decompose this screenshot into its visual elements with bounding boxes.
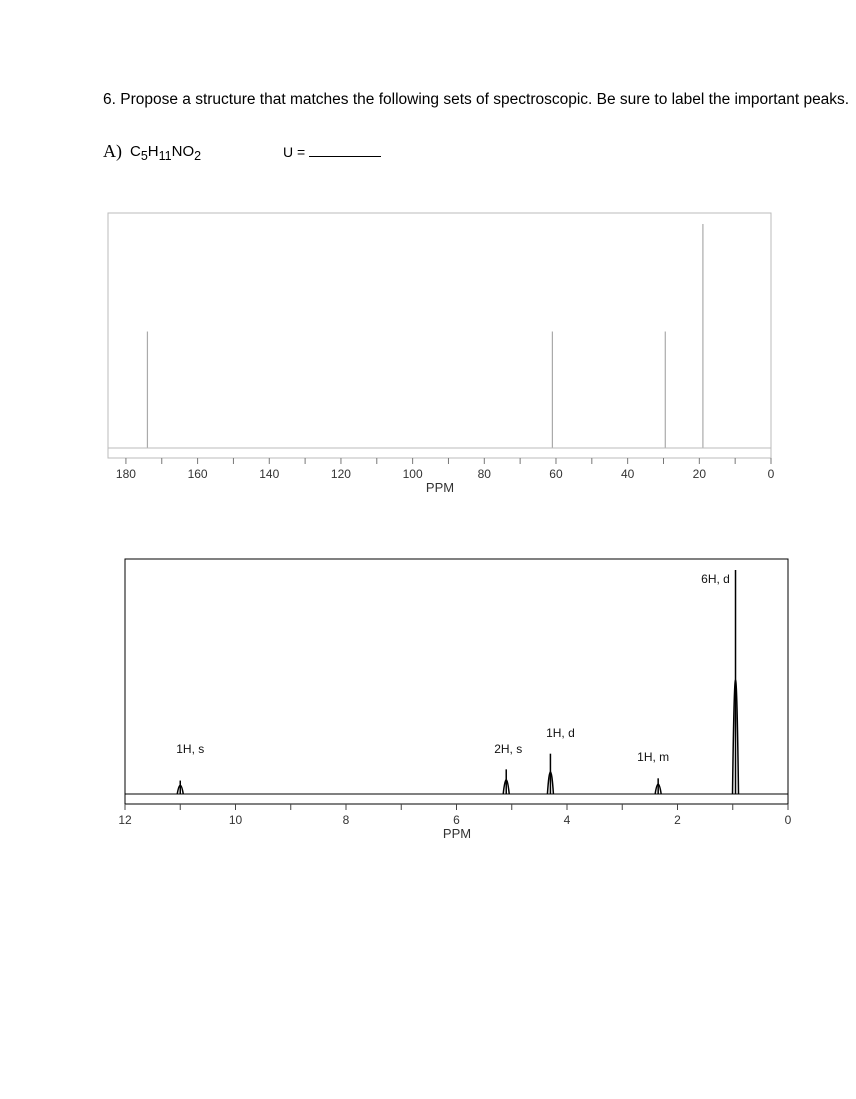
h1-tick-label: 12 (118, 813, 132, 827)
h1-ticks (118, 804, 791, 827)
question-text: 6. Propose a structure that matches the following sets of spectroscopic. Be sure to label the important peaks. (103, 91, 850, 108)
c13-spectrum (108, 213, 775, 495)
c13-tick-label: 40 (620, 467, 635, 481)
u-label: U = (283, 144, 306, 160)
formula-h-sub: 11 (158, 149, 172, 163)
c13-tick-label: 100 (402, 467, 423, 481)
c13-peaks (147, 224, 702, 448)
h1-peak-label: 1H, m (637, 750, 670, 764)
c13-tick-label: 80 (477, 467, 491, 481)
formula-h: H (147, 143, 159, 160)
formula-no: NO (171, 143, 195, 160)
c13-ticks (116, 458, 775, 481)
c13-tick-label: 140 (259, 467, 280, 481)
h1-peaks (125, 570, 788, 794)
formula-c: C (130, 143, 141, 160)
h1-tick-label: 8 (342, 813, 350, 827)
h1-peak-label: 1H, d (546, 726, 575, 740)
h1-tick-label: 2 (674, 813, 681, 827)
h1-peak-label: 6H, d (701, 572, 730, 586)
part-label: A) (103, 141, 122, 161)
h1-spectrum (118, 559, 791, 841)
c13-tick-label: 160 (187, 467, 208, 481)
h1-tick-label: 4 (563, 813, 571, 827)
h1-tick-label: 10 (228, 813, 243, 827)
h1-xlabel: PPM (442, 826, 472, 841)
c13-tick-label: 180 (115, 467, 136, 481)
h1-tick-label: 6 (453, 813, 460, 827)
c13-tick-label: 0 (767, 467, 775, 481)
formula-o-sub: 2 (194, 149, 202, 163)
c13-tick-label: 20 (692, 467, 707, 481)
c13-tick-label: 120 (330, 467, 351, 481)
h1-tick-label: 0 (784, 813, 792, 827)
h1-frame (125, 559, 788, 804)
c13-frame (108, 213, 771, 458)
formula-c-sub: 5 (140, 149, 148, 163)
c13-xlabel: PPM (425, 480, 455, 495)
h1-peak-label: 2H, s (494, 742, 523, 756)
h1-peak-label: 1H, s (176, 742, 205, 756)
c13-tick-label: 60 (549, 467, 563, 481)
